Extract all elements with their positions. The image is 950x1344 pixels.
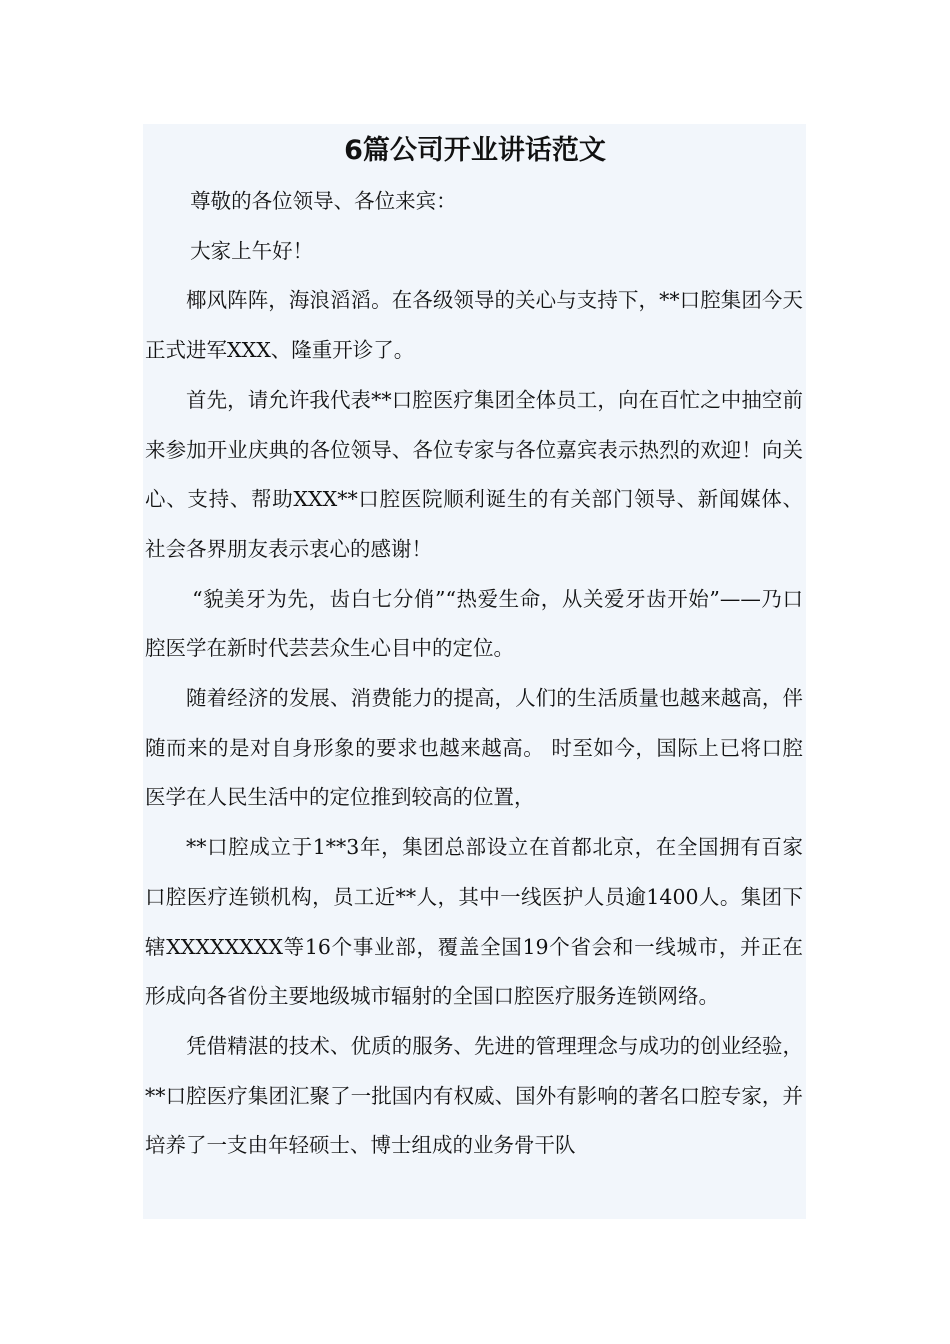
paragraph-salutation: 尊敬的各位领导、各位来宾： (190, 189, 457, 213)
document-body (145, 177, 803, 1171)
document-title: 6篇公司开业讲话范文 (344, 135, 606, 166)
paragraph-greeting: 大家上午好！ (190, 238, 314, 263)
paragraph-opening: 椰风阵阵，海浪滔滔。在各级领导的关心与支持下，**口腔集团今天正式进军XXX、隆重开诊了。 (145, 288, 803, 363)
paragraph-welcome: 首先，请允许我代表**口腔医疗集团全体员工，向在百忙之中抽空前来参加开业庆典的各位领导、各位专家与各位嘉宾表示热烈的欢迎！向关心、支持、帮助XXX**口腔医院顺利诞生的有关部门领导、新闻媒体、社会各界朋友表示衷心的感谢！ (145, 387, 803, 561)
paragraph-company-intro: **口腔成立于1**3年，集团总部设立在首都北京，在全国拥有百家口腔医疗连锁机构，员工近**人，其中一线医护人员逾1400人。集团下辖XXXXXXXX等16个事业部，覆盖全国19个省会和一线城市，并正在形成向各省份主要地级城市辐射的全国口腔医疗服务连锁网络。 (145, 835, 803, 1009)
paragraph-development: 随着经济的发展、消费能力的提高，人们的生活质量也越来越高，伴随而来的是对自身形象的要求也越来越高。 时至如今，国际上已将口腔医学在人民生活中的定位推到较高的位置， (145, 686, 803, 810)
paragraph-quote: “貌美牙为先，齿白七分俏”“热爱生命，从关爱牙齿开始”——乃口腔医学在新时代芸芸众生心目中的定位。 (145, 586, 803, 661)
paragraph-experts: 凭借精湛的技术、优质的服务、先进的管理理念与成功的创业经验，**口腔医疗集团汇聚了一批国内有权威、国外有影响的著名口腔专家，并培养了一支由年轻硕士、博士组成的业务骨干队 (145, 1033, 803, 1158)
